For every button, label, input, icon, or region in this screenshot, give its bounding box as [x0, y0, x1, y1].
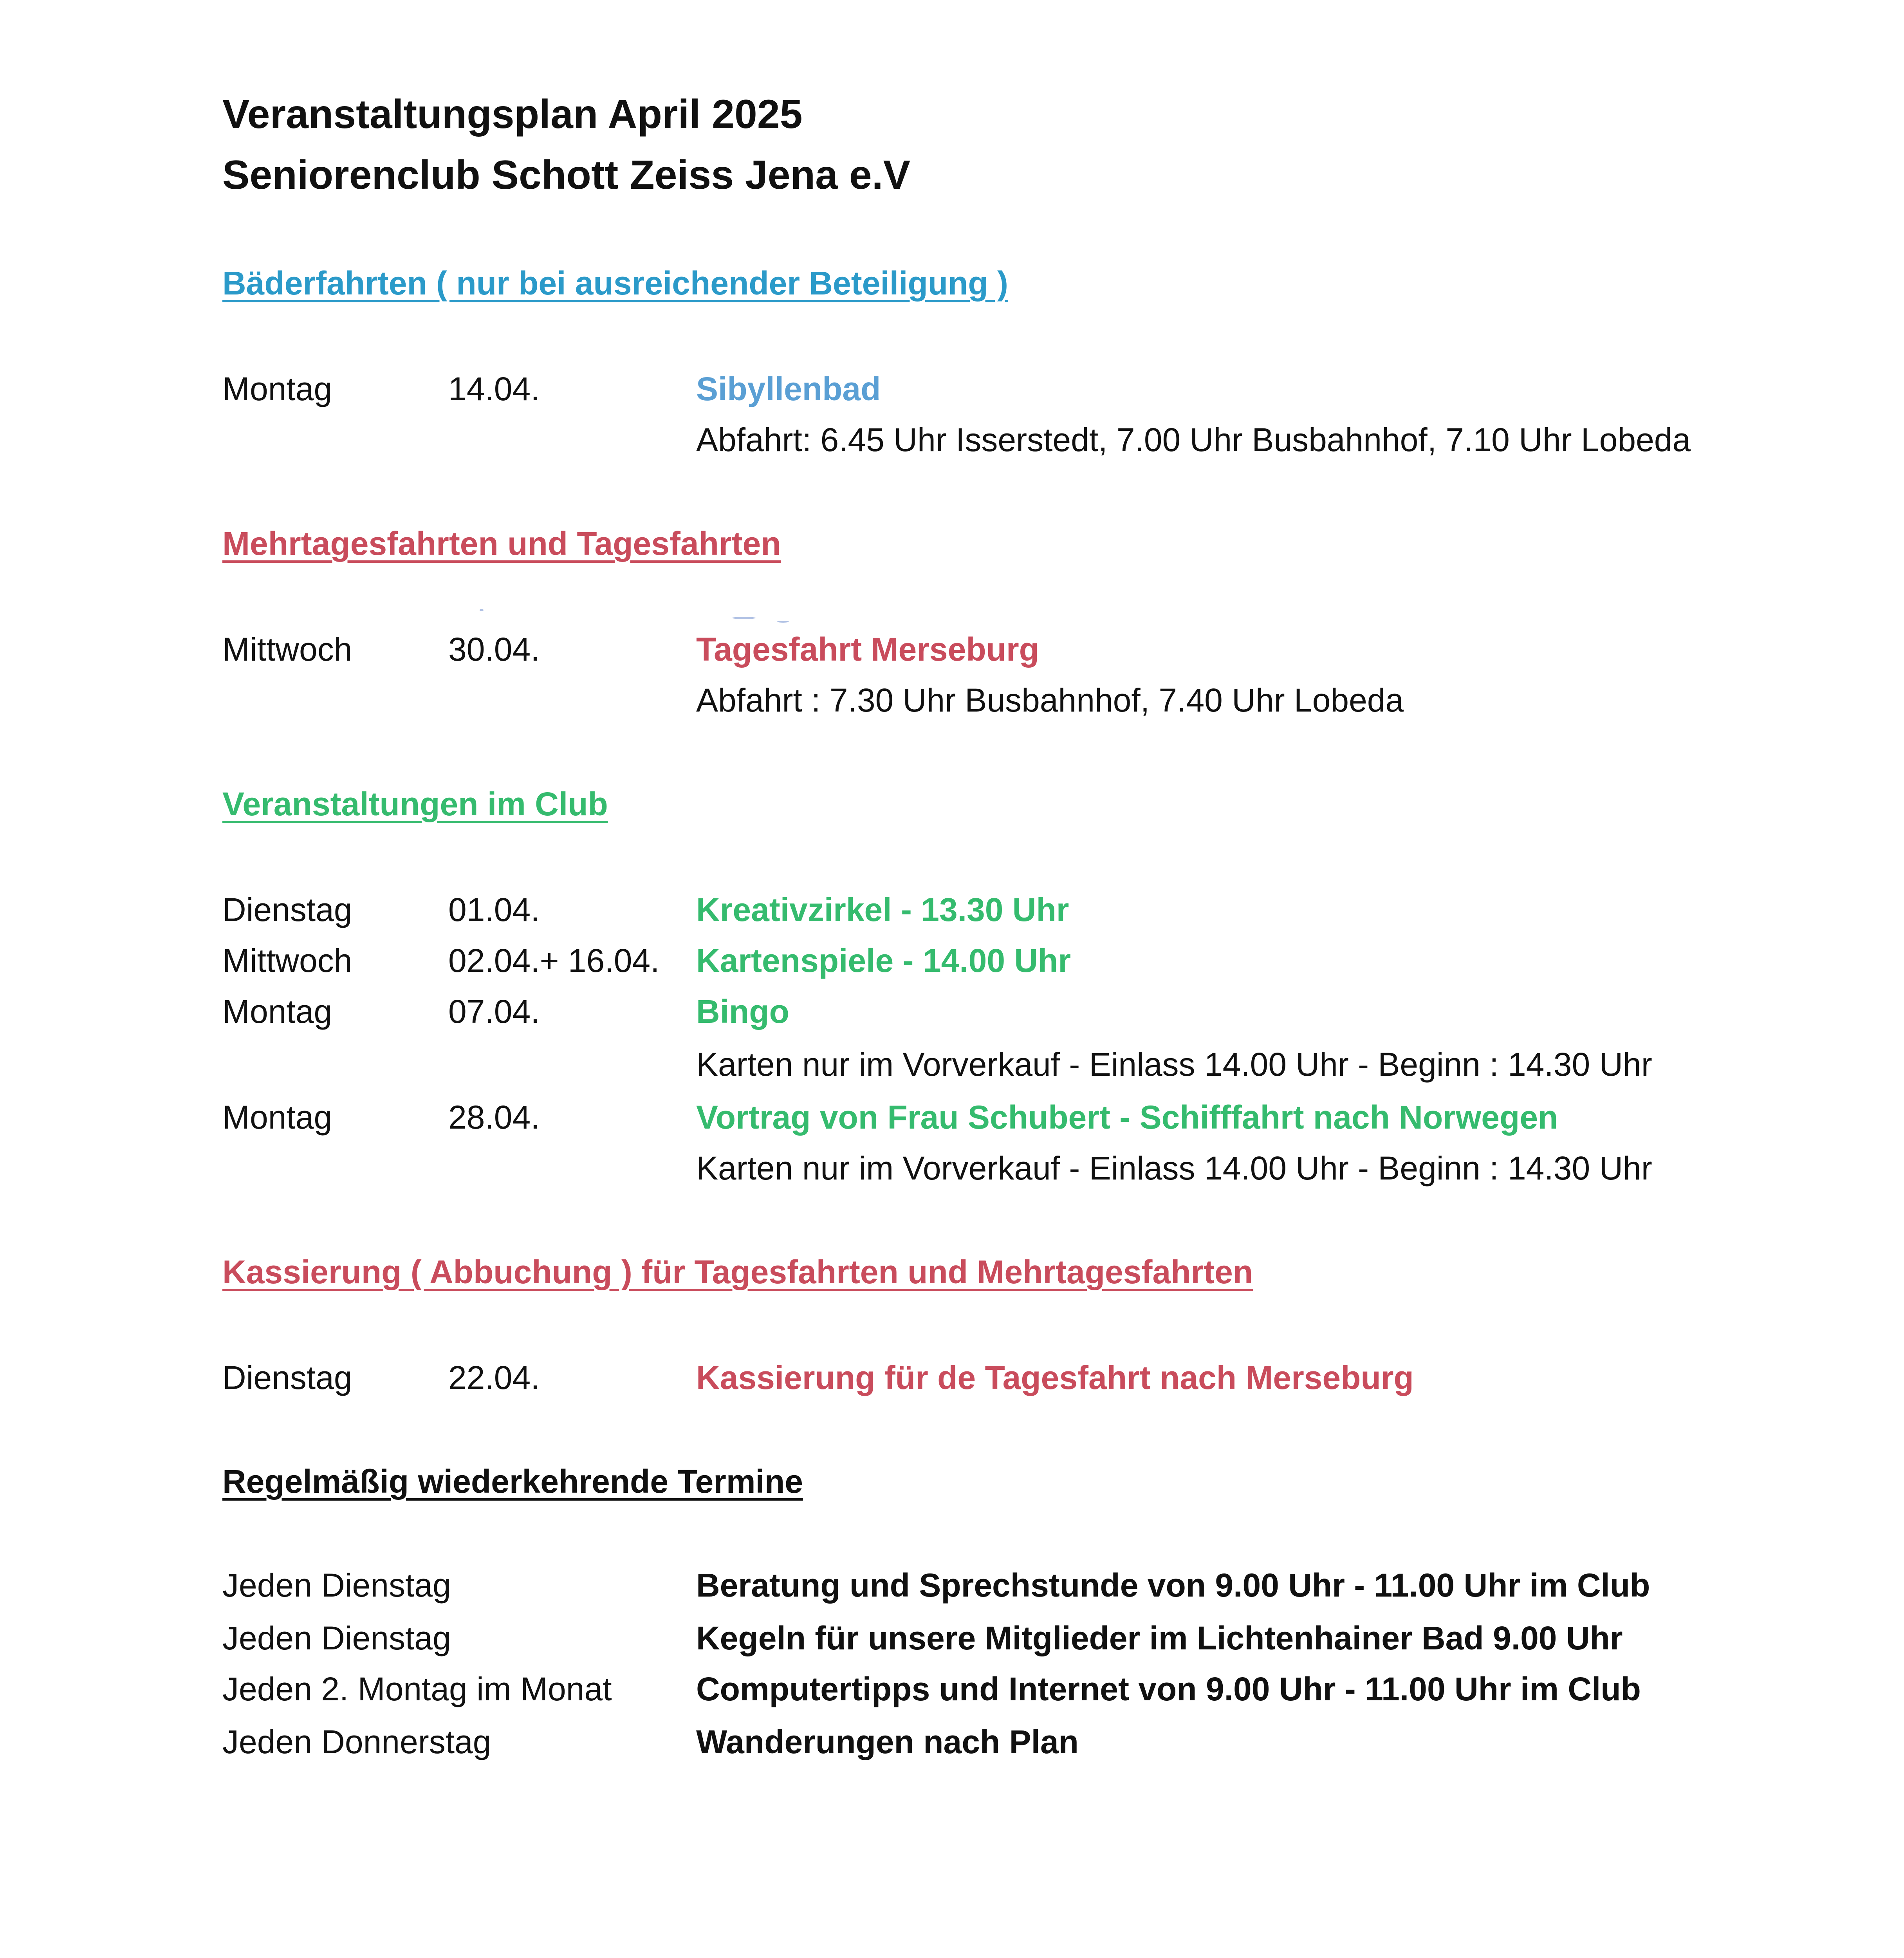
event-day: Mittwoch [222, 942, 352, 979]
event-detail: Abfahrt: 6.45 Uhr Isserstedt, 7.00 Uhr Busbahnhof, 7.10 Uhr Lobeda [696, 421, 1691, 458]
event-date: 14.04. [448, 370, 540, 407]
recurring-when: Jeden 2. Montag im Monat [222, 1671, 612, 1707]
event-row [0, 891, 1904, 934]
section-heading-club: Veranstaltungen im Club [222, 786, 608, 822]
event-detail: Abfahrt : 7.30 Uhr Busbahnhof, 7.40 Uhr Lobeda [696, 682, 1404, 719]
recurring-row [0, 1619, 1904, 1662]
event-day: Montag [222, 370, 332, 407]
event-title: Kreativzirkel - 13.30 Uhr [696, 891, 1069, 928]
event-row [0, 370, 1904, 413]
event-day: Montag [222, 1099, 332, 1136]
recurring-row [0, 1566, 1904, 1609]
recurring-row [0, 1723, 1904, 1766]
recurring-when: Jeden Dienstag [222, 1620, 451, 1656]
event-date: 07.04. [448, 993, 540, 1030]
event-title: Vortrag von Frau Schubert - Schifffahrt nach Norwegen [696, 1099, 1558, 1136]
event-row [0, 1098, 1904, 1142]
event-date: 30.04. [448, 631, 540, 668]
section-heading-kassierung: Kassierung ( Abbuchung ) für Tagesfahrten und Mehrtagesfahrten [222, 1254, 1253, 1290]
section-heading-regelmaessig: Regelmäßig wiederkehrende Termine [222, 1463, 803, 1500]
event-row [0, 1359, 1904, 1402]
event-detail-row [0, 421, 1904, 464]
event-day: Mittwoch [222, 631, 352, 668]
event-detail-row [0, 1046, 1904, 1089]
recurring-what: Wanderungen nach Plan [696, 1723, 1079, 1760]
event-title: Tagesfahrt Merseburg [696, 631, 1039, 668]
event-row [0, 630, 1904, 674]
section-heading-mehrtagesfahrten: Mehrtagesfahrten und Tagesfahrten [222, 525, 781, 562]
section-heading-baederfahrten: Bäderfahrten ( nur bei ausreichender Beteiligung ) [222, 265, 1009, 302]
recurring-what: Beratung und Sprechstunde von 9.00 Uhr - 11.00 Uhr im Club [696, 1567, 1650, 1604]
event-detail-row [0, 1149, 1904, 1192]
recurring-what: Computertipps und Internet von 9.00 Uhr - 11.00 Uhr im Club [696, 1671, 1641, 1707]
recurring-when: Jeden Donnerstag [222, 1723, 491, 1760]
recurring-row [0, 1670, 1904, 1713]
document-subtitle: Seniorenclub Schott Zeiss Jena e.V [222, 152, 910, 198]
event-date: 02.04.+ 16.04. [448, 942, 660, 979]
event-date: 22.04. [448, 1359, 540, 1396]
event-title: Kartenspiele - 14.00 Uhr [696, 942, 1071, 979]
event-detail: Karten nur im Vorverkauf - Einlass 14.00 Uhr - Beginn : 14.30 Uhr [696, 1150, 1652, 1187]
recurring-when: Jeden Dienstag [222, 1567, 451, 1604]
event-row [0, 942, 1904, 985]
event-day: Montag [222, 993, 332, 1030]
event-detail: Karten nur im Vorverkauf - Einlass 14.00 Uhr - Beginn : 14.30 Uhr [696, 1046, 1652, 1083]
event-row [0, 993, 1904, 1036]
document-title: Veranstaltungsplan April 2025 [222, 92, 803, 137]
event-day: Dienstag [222, 1359, 352, 1396]
event-title: Sibyllenbad [696, 370, 881, 407]
event-date: 28.04. [448, 1099, 540, 1136]
event-day: Dienstag [222, 891, 352, 928]
event-title: Bingo [696, 993, 789, 1030]
event-date: 01.04. [448, 891, 540, 928]
event-detail-row [0, 681, 1904, 724]
scan-speck [732, 617, 756, 619]
event-title: Kassierung für de Tagesfahrt nach Merseburg [696, 1359, 1414, 1396]
recurring-what: Kegeln für unsere Mitglieder im Lichtenhainer Bad 9.00 Uhr [696, 1620, 1623, 1656]
scan-speck [480, 609, 484, 611]
scan-speck [777, 621, 789, 623]
